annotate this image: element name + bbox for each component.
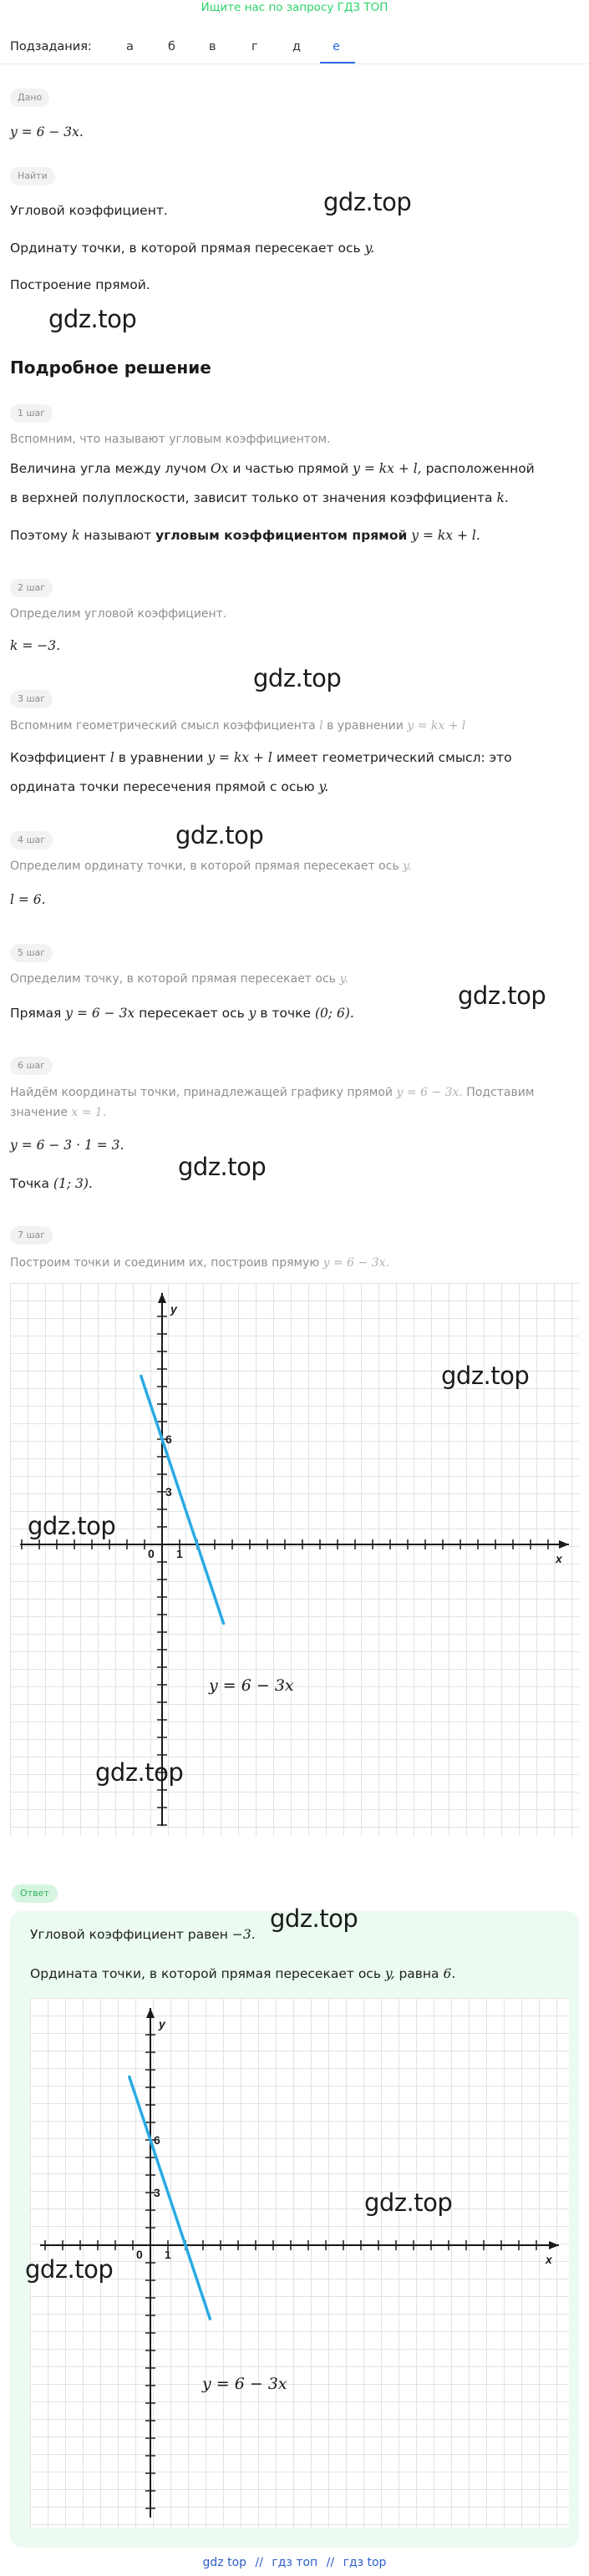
footer-link-1[interactable]: gdz top [202,2556,247,2569]
answer-line-2: Ордината точки, в которой прямая пересекает ось y, равна 6. [30,1966,456,1981]
step-5-hint: Определим точку, в которой прямая пересекает ось y. [10,972,348,986]
watermark: gdz.top [48,305,137,333]
step-1-line-1: Величина угла между лучом Ox и частью прямой y = kx + l, расположенной [10,461,535,476]
find-badge: Найти [10,167,55,185]
x-axis-arrow [559,1540,569,1549]
tabs-divider [0,63,589,64]
find-item-2: Ординату точки, в которой прямая пересекает ось y. [10,241,375,256]
watermark: gdz.top [441,1362,530,1390]
x-axis-arrow [549,2241,559,2249]
step-4-result: l = 6. [10,892,46,907]
step-4-badge: 4 шаг [10,831,53,849]
step-2-hint: Определим угловой коэффициент. [10,607,227,621]
line-equation-label: y = 6 − 3x [202,2375,287,2393]
solution-title: Подробное решение [10,357,211,378]
footer-link-2[interactable]: гдз топ [272,2556,318,2569]
step-1-hint: Вспомним, что называют угловым коэффициентом. [10,433,331,446]
top-banner[interactable]: Ищите нас по запросу ГДЗ ТОП [201,1,388,14]
watermark: gdz.top [95,1758,184,1787]
step-4-hint: Определим ординату точки, в которой прямая пересекает ось y. [10,860,412,873]
step-3-line-2: ордината точки пересечения прямой с осью y. [10,779,329,794]
watermark: gdz.top [458,981,546,1010]
step-6-calc: y = 6 − 3 · 1 = 3. [10,1138,124,1153]
footer-link-3[interactable]: гдз top [343,2556,387,2569]
watermark: gdz.top [364,2188,453,2217]
step-3-badge: 3 шаг [10,690,53,708]
step-2-badge: 2 шаг [10,579,53,597]
answer-badge: Ответ [12,1884,58,1903]
origin-label: 0 [136,2248,143,2261]
y-tick-label: 6 [154,2133,160,2147]
y-tick-label: 3 [165,1485,172,1498]
watermark: gdz.top [253,664,342,692]
step-3-line-1: Коэффициент l в уравнении y = kx + l имеет геометрический смысл: это [10,750,512,765]
answer-line-1: Угловой коэффициент равен −3. [30,1927,256,1942]
step-1-line-3: Поэтому k называют угловым коэффициентом прямой y = kx + l. [10,528,480,543]
x-tick-label: 1 [176,1547,183,1560]
watermark: gdz.top [25,2255,114,2284]
y-axis-label: y [159,2017,165,2031]
footer-links [0,2556,589,2569]
given-badge: Дано [10,89,49,107]
y-axis-arrow [158,1293,166,1303]
line-equation-label: y = 6 − 3x [209,1676,294,1695]
y-tick-label: 6 [165,1433,172,1446]
footer-separator: // [255,2556,263,2569]
x-tick-label: 1 [165,2248,171,2261]
step-6-point: Точка (1; 3). [10,1176,93,1191]
watermark: gdz.top [175,821,264,849]
x-axis-label: x [546,2253,552,2266]
y-axis-label: y [170,1302,177,1316]
tab-v[interactable]: в [209,40,216,53]
graph-line [141,1376,224,1623]
step-5-badge: 5 шаг [10,944,53,962]
watermark: gdz.top [178,1153,267,1181]
step-1-badge: 1 шаг [10,404,53,423]
tab-a[interactable]: а [126,40,134,53]
step-6-badge: 6 шаг [10,1057,53,1075]
find-item-1: Угловой коэффициент. [10,203,168,218]
step-7-hint: Построим точки и соединим их, построив прямую y = 6 − 3x. [10,1256,389,1270]
tab-g[interactable]: г [251,40,258,53]
step-5-line: Прямая y = 6 − 3x пересекает ось y в точке (0; 6). [10,1006,354,1021]
tab-e-active[interactable]: е [333,40,340,53]
tab-d[interactable]: д [292,40,302,53]
watermark: gdz.top [270,1904,358,1933]
y-axis-arrow [146,2008,155,2018]
y-tick-label: 3 [154,2186,160,2199]
step-1-line-2: в верхней полуплоскости, зависит только от значения коэффициента k. [10,490,509,505]
subtasks-label: Подзадания: [10,40,92,53]
step-2-result: k = −3. [10,638,61,653]
step-7-badge: 7 шаг [10,1226,53,1245]
graph-line [129,2077,211,2319]
origin-label: 0 [148,1547,155,1560]
footer-separator: // [326,2556,335,2569]
find-item-3: Построение прямой. [10,277,150,292]
step-3-hint: Вспомним геометрический смысл коэффициента l в уравнении y = kx + l [10,719,466,733]
step-6-hint-2: значение x = 1. [10,1106,107,1119]
x-axis-label: x [556,1552,562,1565]
watermark: gdz.top [323,188,412,216]
watermark: gdz.top [28,1512,116,1540]
tab-b[interactable]: б [168,40,175,53]
given-equation: y = 6 − 3x. [10,124,84,139]
step-6-hint-1: Найдём координаты точки, принадлежащей графику прямой y = 6 − 3x. Подставим [10,1086,535,1099]
